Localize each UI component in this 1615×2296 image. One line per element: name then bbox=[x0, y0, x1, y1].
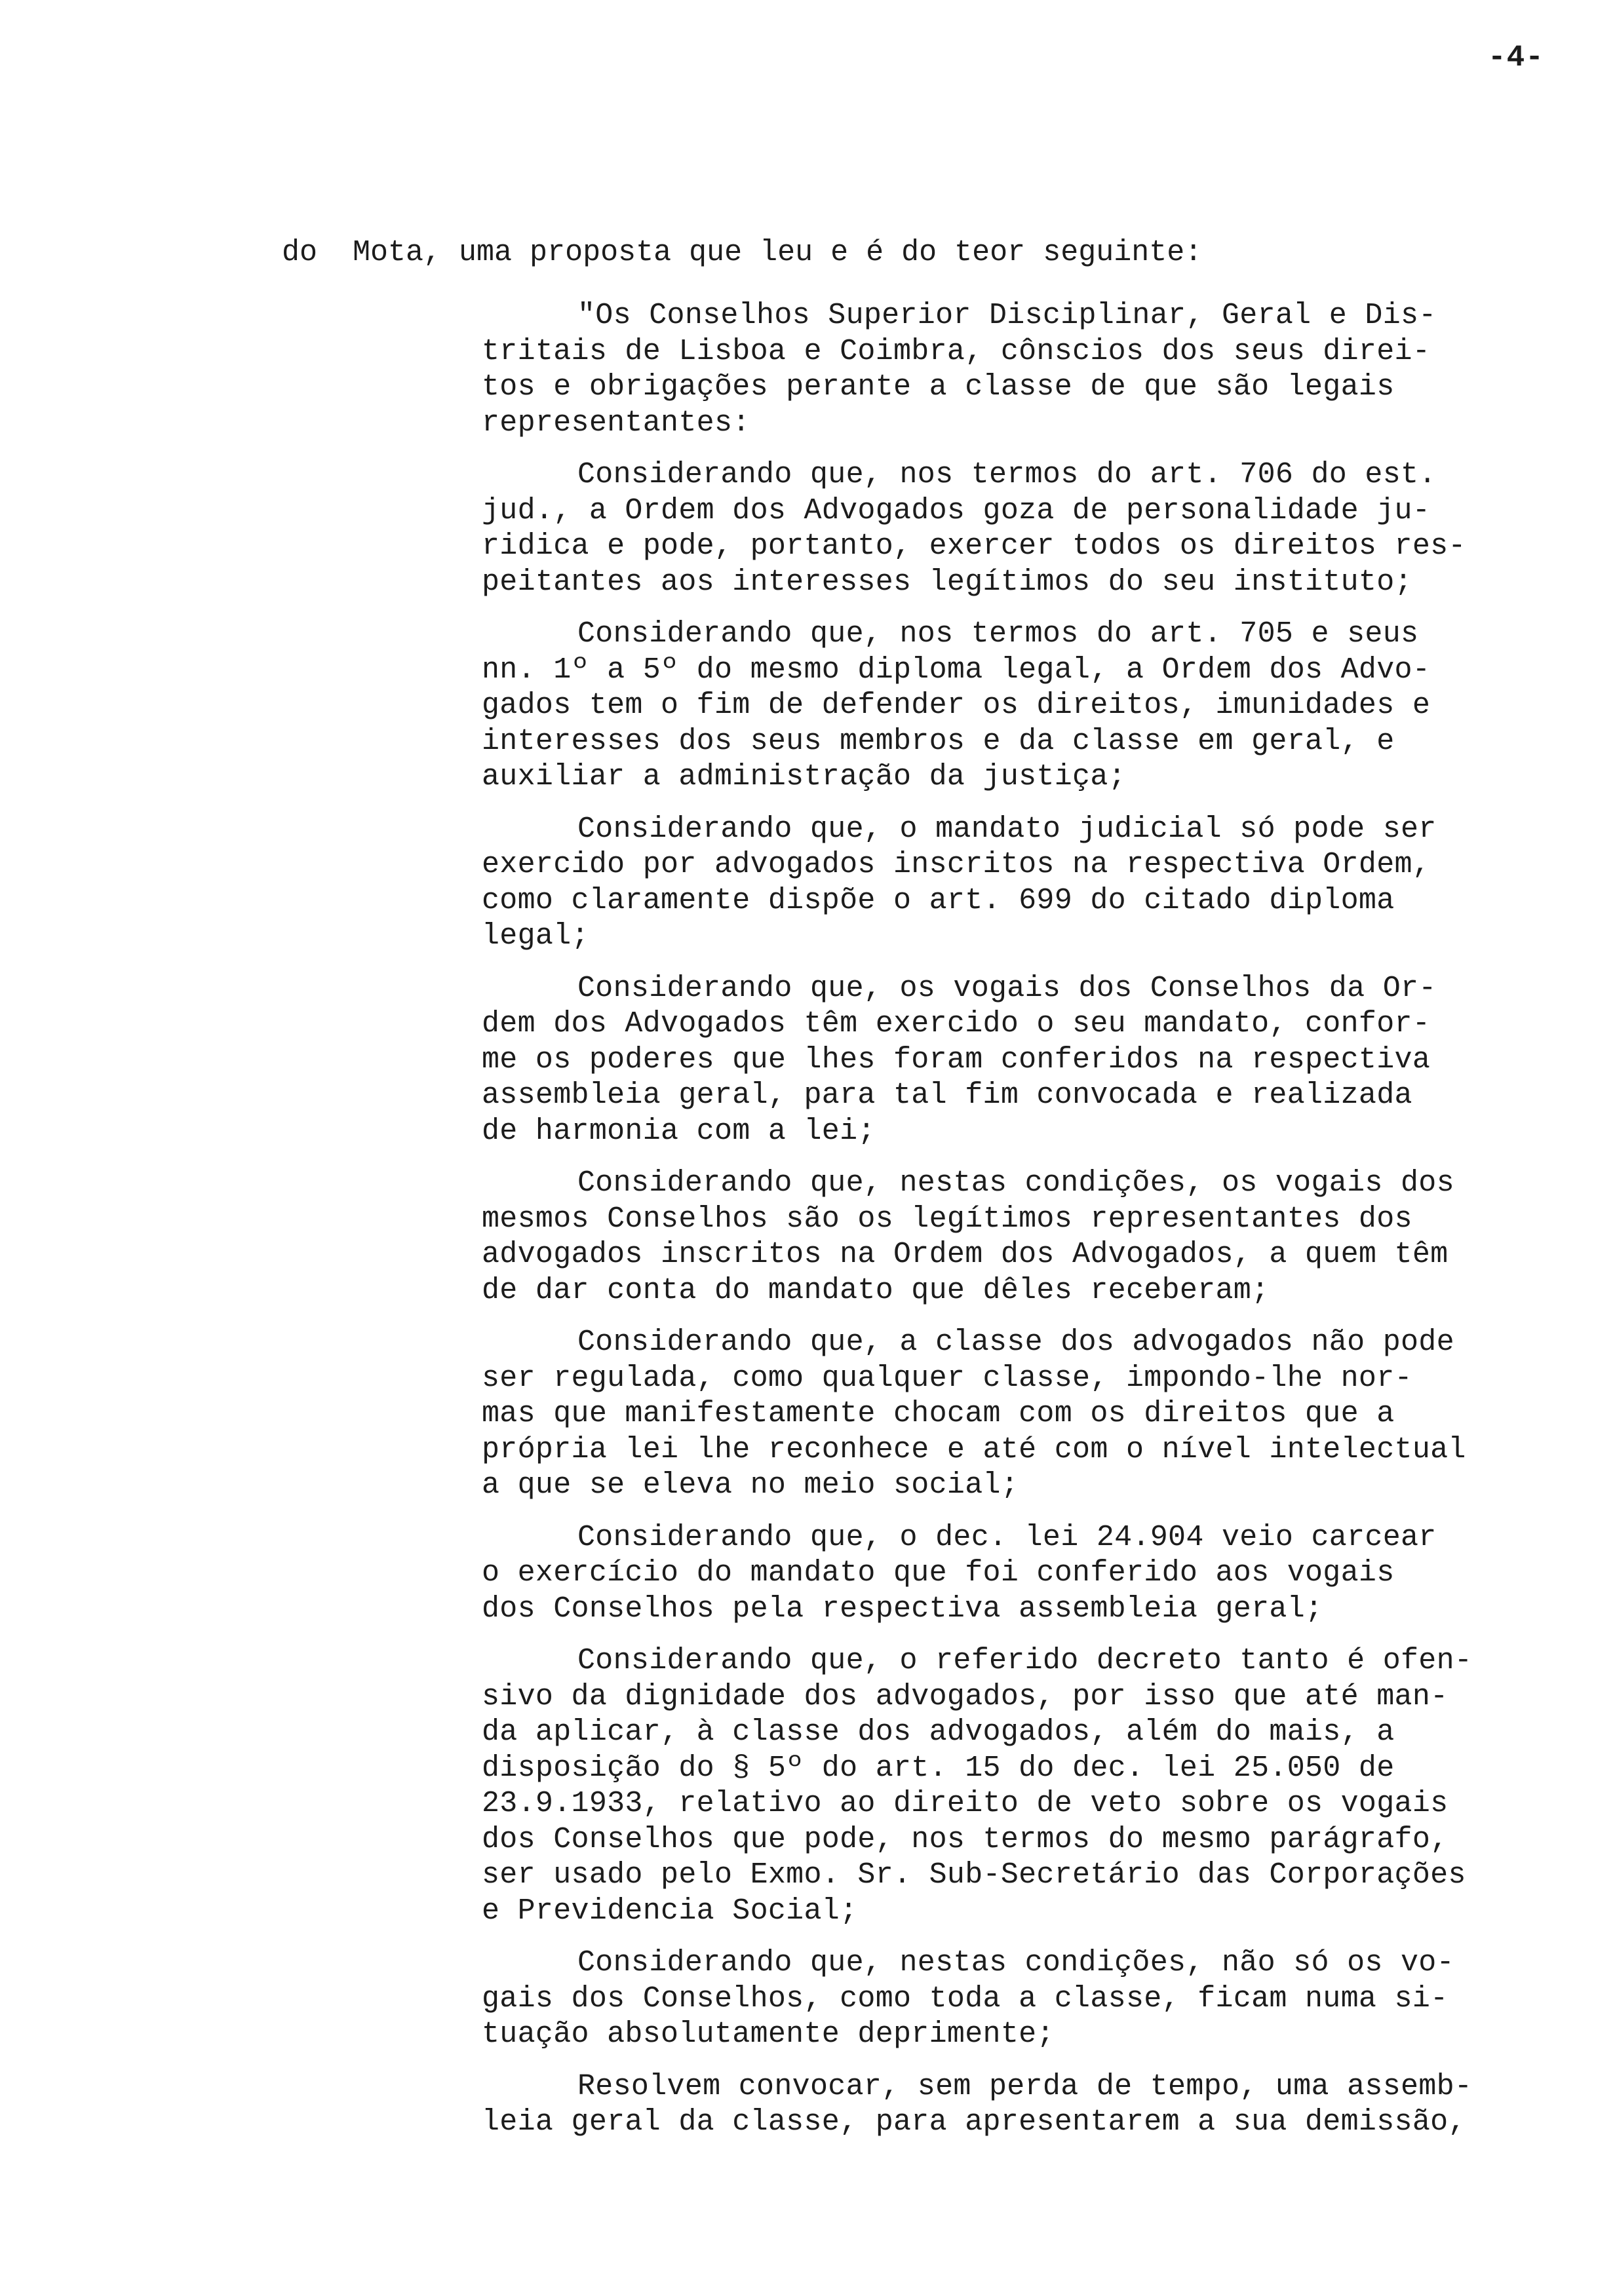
text-line: tuação absolutamente deprimente; bbox=[482, 2018, 1055, 2051]
text-line: mas que manifestamente chocam com os direitos que a bbox=[482, 1397, 1395, 1430]
proposal-text bbox=[482, 298, 1557, 2157]
text-line: auxiliar a administração da justiça; bbox=[482, 760, 1126, 794]
text-line: tritais de Lisboa e Coimbra, cônscios dos seus direi- bbox=[482, 334, 1431, 368]
page-number: -4- bbox=[1488, 41, 1544, 75]
text-line: gais dos Conselhos, como toda a classe, ficam numa si- bbox=[482, 1981, 1449, 2016]
paragraph-considerando-9 bbox=[482, 1945, 1557, 2053]
text-line: de dar conta do mandato que dêles receberam; bbox=[482, 1273, 1270, 1307]
text-line: Considerando que, nos termos do art. 705 e seus bbox=[577, 617, 1419, 651]
text-line: Considerando que, a classe dos advogados não pode bbox=[577, 1326, 1454, 1359]
text-line: e Previdencia Social; bbox=[482, 1894, 858, 1928]
text-line: de harmonia com a lei; bbox=[482, 1114, 876, 1148]
text-line: "Os Conselhos Superior Disciplinar, Geral e Dis- bbox=[577, 299, 1437, 332]
text-line: Considerando que, nestas condições, não só os vo- bbox=[577, 1946, 1454, 1980]
text-line: leia geral da classe, para apresentarem a sua demissão, bbox=[482, 2105, 1466, 2139]
text-line: Resolvem convocar, sem perda de tempo, uma assemb- bbox=[577, 2069, 1473, 2103]
paragraph-considerando-1 bbox=[482, 457, 1557, 600]
paragraph-preamble bbox=[482, 298, 1557, 441]
text-line: como claramente dispõe o art. 699 do citado diploma bbox=[482, 883, 1395, 917]
text-line: a que se eleva no meio social; bbox=[482, 1468, 1019, 1502]
text-line: representantes: bbox=[482, 406, 750, 440]
text-line: sivo da dignidade dos advogados, por isso que até man- bbox=[482, 1679, 1449, 1713]
text-line: da aplicar, à classe dos advogados, além do mais, a bbox=[482, 1715, 1395, 1749]
paragraph-considerando-4 bbox=[482, 971, 1557, 1150]
text-line: disposição do § 5º do art. 15 do dec. lei 25.050 de bbox=[482, 1751, 1395, 1785]
paragraph-considerando-8 bbox=[482, 1643, 1557, 1929]
text-line: dem dos Advogados têm exercido o seu mandato, confor- bbox=[482, 1007, 1431, 1041]
paragraph-considerando-2 bbox=[482, 617, 1557, 795]
text-line: Considerando que, nos termos do art. 706 do est. bbox=[577, 458, 1437, 491]
text-line: Considerando que, o dec. lei 24.904 veio carcear bbox=[577, 1520, 1437, 1554]
text-line: Considerando que, nestas condições, os vogais dos bbox=[577, 1166, 1454, 1200]
paragraph-considerando-6 bbox=[482, 1325, 1557, 1504]
text-line: peitantes aos interesses legítimos do seu instituto; bbox=[482, 565, 1412, 599]
text-line: dos Conselhos pela respectiva assembleia geral; bbox=[482, 1592, 1323, 1626]
text-line: própria lei lhe reconhece e até com o nível intelectual bbox=[482, 1432, 1466, 1466]
text-line: interesses dos seus membros e da classe em geral, e bbox=[482, 724, 1395, 758]
text-line: o exercício do mandato que foi conferido aos vogais bbox=[482, 1556, 1395, 1590]
text-line: gados tem o fim de defender os direitos, imunidades e bbox=[482, 689, 1431, 722]
text-line: me os poderes que lhes foram conferidos na respectiva bbox=[482, 1043, 1431, 1077]
text-line: ser usado pelo Exmo. Sr. Sub-Secretário das Corporações bbox=[482, 1858, 1466, 1892]
text-line: mesmos Conselhos são os legítimos representantes dos bbox=[482, 1202, 1412, 1236]
text-line: jud., a Ordem dos Advogados goza de personalidade ju- bbox=[482, 493, 1431, 527]
paragraph-considerando-5 bbox=[482, 1166, 1557, 1309]
text-line: exercido por advogados inscritos na respectiva Ordem, bbox=[482, 848, 1431, 881]
text-line: advogados inscritos na Ordem dos Advogados, a quem têm bbox=[482, 1238, 1449, 1271]
text-line: dos Conselhos que pode, nos termos do mesmo parágrafo, bbox=[482, 1822, 1449, 1856]
text-line: ser regulada, como qualquer classe, impondo-lhe nor- bbox=[482, 1361, 1412, 1395]
text-line: ridica e pode, portanto, exercer todos os direitos res- bbox=[482, 529, 1466, 563]
text-line: Considerando que, o referido decreto tanto é ofen- bbox=[577, 1644, 1473, 1677]
text-line: tos e obrigações perante a classe de que são legais bbox=[482, 370, 1395, 404]
opening-line: do Mota, uma proposta que leu e é do teor seguinte: bbox=[282, 236, 1203, 269]
text-line: Considerando que, o mandato judicial só pode ser bbox=[577, 812, 1437, 846]
text-line: 23.9.1933, relativo ao direito de veto sobre os vogais bbox=[482, 1787, 1449, 1820]
paragraph-considerando-3 bbox=[482, 812, 1557, 955]
text-line: nn. 1º a 5º do mesmo diploma legal, a Ordem dos Advo- bbox=[482, 653, 1431, 687]
text-line: legal; bbox=[482, 919, 589, 953]
paragraph-resolution bbox=[482, 2069, 1557, 2141]
text-line: Considerando que, os vogais dos Conselhos da Or- bbox=[577, 971, 1437, 1005]
text-line: assembleia geral, para tal fim convocada e realizada bbox=[482, 1079, 1412, 1112]
paragraph-considerando-7 bbox=[482, 1520, 1557, 1628]
